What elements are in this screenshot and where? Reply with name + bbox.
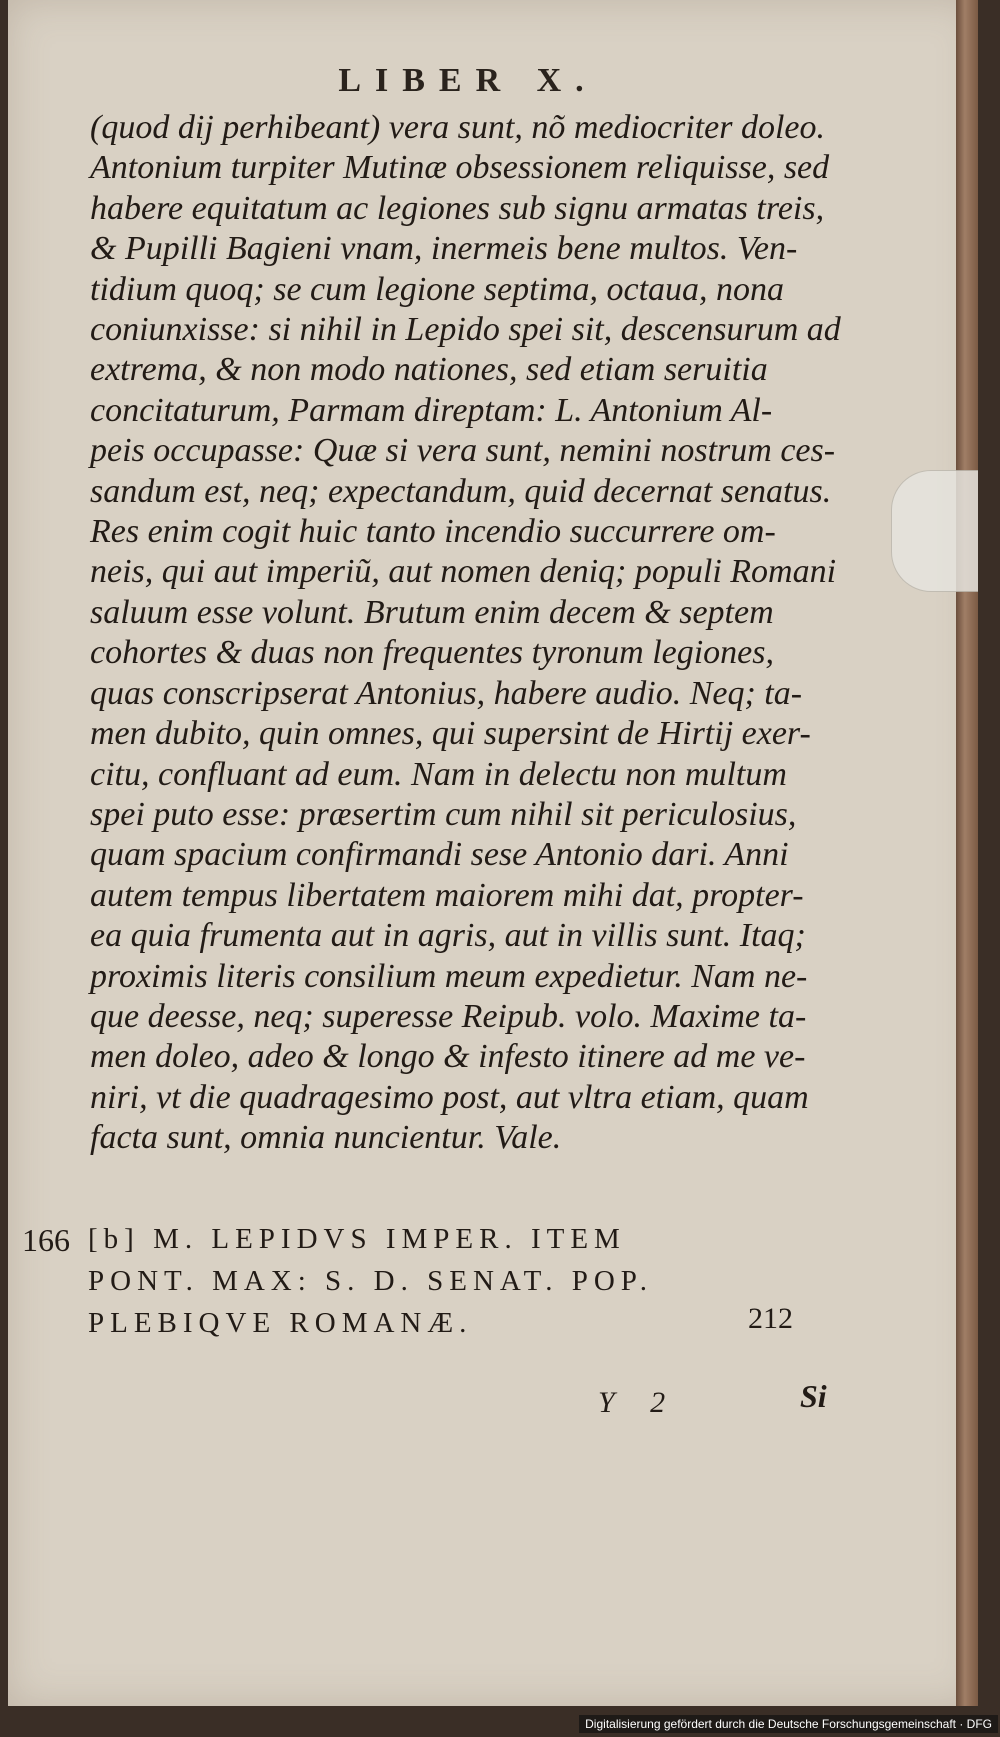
body-line: neis, qui aut imperiũ, aut nomen deniq; populi Romani [90, 553, 837, 591]
page-clip-tab [891, 470, 978, 592]
signature-mark: Y 2 [598, 1386, 680, 1419]
body-line: men dubito, quin omnes, qui supersint de Hirtij exer- [90, 715, 811, 753]
book-page [8, 0, 978, 1706]
body-line: saluum esse volunt. Brutum enim decem & septem [90, 593, 774, 631]
book-spine [956, 0, 978, 1706]
body-line: autem tempus libertatem maiorem mihi dat, propter- [90, 876, 804, 914]
letter-heading [88, 1218, 848, 1344]
heading-line: PONT. MAX: S. D. SENAT. POP. [88, 1265, 653, 1297]
body-line: coniunxisse: si nihil in Lepido spei sit, descensurum ad [90, 311, 841, 349]
body-line: Antonium turpiter Mutinæ obsessionem reliquisse, sed [90, 149, 830, 187]
catchword: Si [800, 1378, 827, 1414]
body-line: niri, vt die quadragesimo post, aut vltra etiam, quam [90, 1078, 809, 1116]
body-line: extrema, & non modo nationes, sed etiam seruitia [90, 351, 768, 389]
body-line: Res enim cogit huic tanto incendio succurrere om- [90, 513, 776, 551]
body-line: habere equitatum ac legiones sub signu armatas treis, [90, 189, 825, 227]
running-title: LIBER X. [338, 62, 598, 99]
body-line: & Pupilli Bagieni vnam, inermeis bene multos. Ven- [90, 230, 798, 268]
digitization-credit: Digitalisierung gefördert durch die Deutsche Forschungsgemeinschaft · DFG [579, 1715, 998, 1733]
heading-line: [b] M. LEPIDVS IMPER. ITEM [88, 1223, 626, 1255]
body-line: ea quia frumenta aut in agris, aut in villis sunt. Itaq; [90, 917, 806, 955]
body-line: citu, confluant ad eum. Nam in delectu non multum [90, 755, 787, 793]
letter-body [90, 108, 841, 1159]
body-line: peis occupasse: Quæ si vera sunt, nemini nostrum ces- [90, 432, 836, 470]
margin-note-number: 166 [22, 1222, 70, 1258]
letter-number: 212 [748, 1302, 793, 1335]
heading-line: PLEBIQVE ROMANÆ. [88, 1307, 473, 1339]
body-line: (quod dij perhibeant) vera sunt, nõ mediocriter doleo. [90, 109, 825, 146]
body-line: men doleo, adeo & longo & infesto itinere ad me ve- [90, 1038, 806, 1076]
body-line: tidium quoq; se cum legione septima, octaua, nona [90, 270, 785, 308]
body-line: que deesse, neq; superesse Reipub. volo. Maxime ta- [90, 997, 807, 1035]
body-line: quam spacium confirmandi sese Antonio dari. Anni [90, 836, 789, 874]
body-line: spei puto esse: præsertim cum nihil sit periculosius, [90, 795, 797, 833]
body-line: concitaturum, Parmam direptam: L. Antonium Al- [90, 391, 773, 429]
body-line: facta sunt, omnia nuncientur. Vale. [90, 1119, 562, 1157]
body-line: cohortes & duas non frequentes tyronum legiones, [90, 634, 775, 672]
body-line: sandum est, neq; expectandum, quid decernat senatus. [90, 472, 832, 510]
body-line: proximis literis consilium meum expedietur. Nam ne- [90, 957, 808, 995]
body-line: quas conscripserat Antonius, habere audio. Neq; ta- [90, 674, 803, 712]
